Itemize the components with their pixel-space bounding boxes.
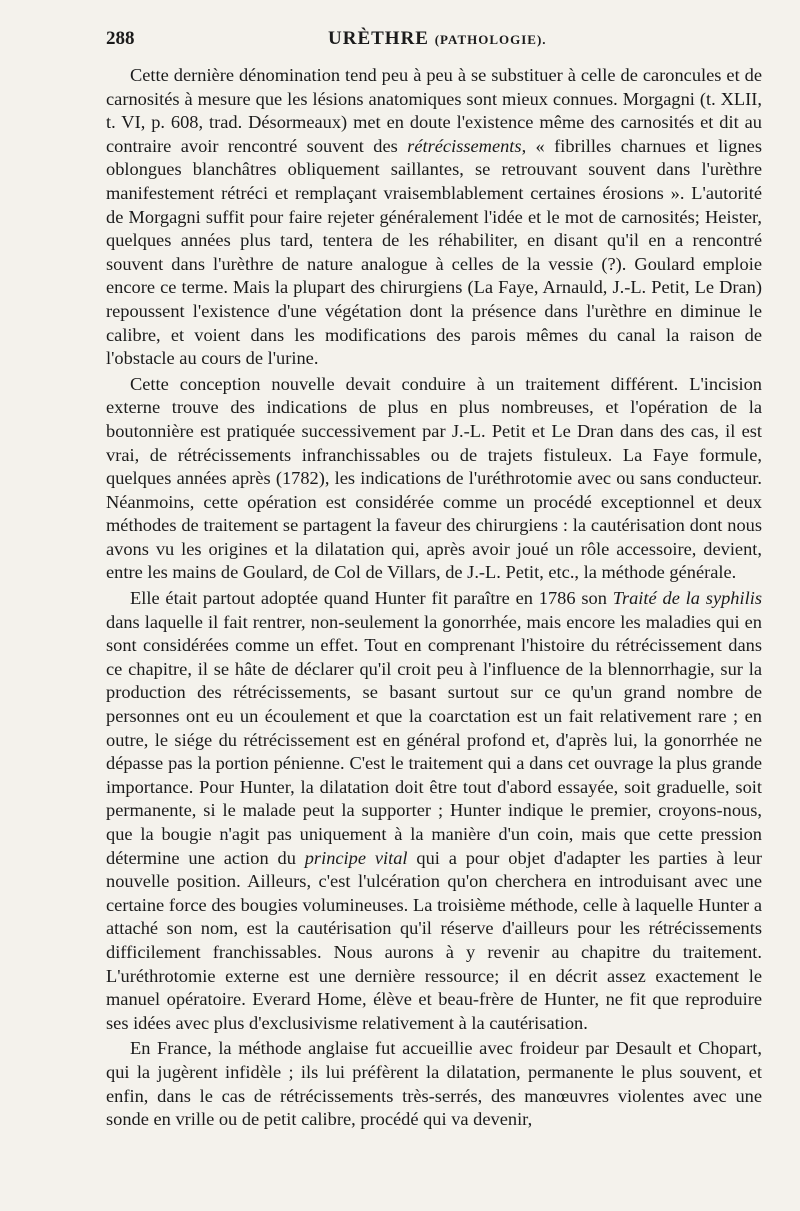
paragraph-3-italic-term: principe vital (304, 847, 408, 868)
paragraph-3-text-b: dans laquelle il fait rentrer, non-seulement la gonorrhée, mais encore les maladies qui en sont considérées comme un effet. Tout en comprenant l'histoire du rétrécissement dans ce chapitre, il se hâte de déclarer qu'il croit peu à l'influence de la blennorrhagie, sur la production des rétrécissements, se basant surtout sur ce qu'un grand nombre de personnes ont eu un écoulement et que la coarctation est un fait relativement rare ; en outre, le siége du rétrécissement est en général profond et, d'après lui, la gonorrhée ne dépasse pas la portion pénienne. C'est le traitement qui a dans cet ouvrage la plus grande importance. Pour Hunter, la dilatation doit être tout d'abord essayée, soit graduelle, soit permanente, si le malade peut la supporter ; Hunter indique le premier, croyons-nous, que la bougie n'agit pas uniquement à la manière d'un coin, mais que cette pression détermine une action du (106, 611, 762, 868)
paragraph-1-text-b: , « fibrilles charnues et lignes oblongues blanchâtres obliquement saillantes, se retrouvant souvent dans l'urèthre manifestement rétréci et remplaçant vraisemblablement certaines érosions ». L'autorité de Morgagni suffit pour faire rejeter généralement l'idée et le mot de carnosités; Heister, quelques années plus tard, tentera de les réhabiliter, en disant qu'il en a rencontré souvent dans l'urèthre de nature analogue à celles de la vessie (?). Goulard emploie encore ce terme. Mais la plupart des chirurgiens (La Faye, Arnauld, J.-L. Petit, Le Dran) repoussent l'existence d'une végétation dont la présence dans l'urèthre en diminue le calibre, et voient dans les modifications des parois mêmes du canal la raison de l'obstacle au cours de l'urine. (106, 135, 762, 369)
paragraph-3 (106, 587, 762, 1035)
paragraph-3-text-a: Elle était partout adoptée quand Hunter fit paraître en 1786 son (130, 588, 613, 609)
paragraph-1-italic: rétrécissements (407, 135, 522, 156)
paragraph-3-text-c: qui a pour objet d'adapter les parties à leur nouvelle position. Ailleurs, c'est l'ulcération qu'on cherchera en introduisant avec une certaine force des bougies volumineuses. La troisième méthode, celle à laquelle Hunter a attaché son nom, est la cautérisation qu'il réserve d'ailleurs pour les rétrécissements difficilement franchissables. Nous aurons à y revenir au chapitre du traitement. L'uréthrotomie externe est une dernière ressource; il en décrit assez exactement le manuel opératoire. Everard Home, élève et beau-frère de Hunter, ne fit que reproduire ses idées avec plus d'exclusivisme relativement à la cautérisation. (106, 847, 762, 1033)
paragraph-1 (106, 64, 762, 371)
paragraph-2-text: Cette conception nouvelle devait conduire à un traitement différent. L'incision externe trouve des indications de plus en plus nombreuses, et l'opération de la boutonnière est pratiquée successivement par J.-L. Petit et Le Dran dans des cas, il est vrai, de rétrécissements infranchissables ou de trajets fistuleux. La Faye formule, quelques années après (1782), les indications de l'uréthrotomie avec ou sans conducteur. Néanmoins, cette opération est considérée comme un procédé exceptionnel et deux méthodes de traitement se partagent la faveur des chirurgiens : la cautérisation dont nous avons vu les origines et la dilatation qui, après avoir joué un rôle accessoire, devient, entre les mains de Goulard, de Col de Villars, de J.-L. Petit, etc., la méthode générale. (106, 373, 762, 583)
paragraph-4-text: En France, la méthode anglaise fut accueillie avec froideur par Desault et Chopart, qui la jugèrent infidèle ; ils lui préfèrent la dilatation, permanente le plus souvent, et enfin, dans le cas de rétrécissements très-serrés, des manœuvres violentes avec une sonde en vrille ou de petit calibre, procédé qui va devenir, (106, 1038, 762, 1130)
paragraph-1-text-a: Cette dernière dénomination tend peu à peu à se substituer à celle de caroncules et de carnosités à mesure que les lésions anatomiques sont mieux connues. Morgagni (t. XLII, t. VI, p. 608, trad. Désormeaux) met en doute l'existence même des carnosités et dit au contraire avoir rencontré souvent des (106, 65, 762, 156)
body-text (106, 64, 762, 1132)
paragraph-3-italic-title: Traité de la syphilis (612, 588, 762, 609)
paragraph-2 (106, 373, 762, 585)
running-title-main: URÈTHRE (328, 28, 429, 49)
running-title-subtitle: (PATHOLOGIE). (434, 32, 547, 47)
running-title (328, 28, 547, 50)
running-header (106, 28, 762, 64)
paragraph-4 (106, 1037, 762, 1131)
page-number: 288 (106, 28, 135, 49)
